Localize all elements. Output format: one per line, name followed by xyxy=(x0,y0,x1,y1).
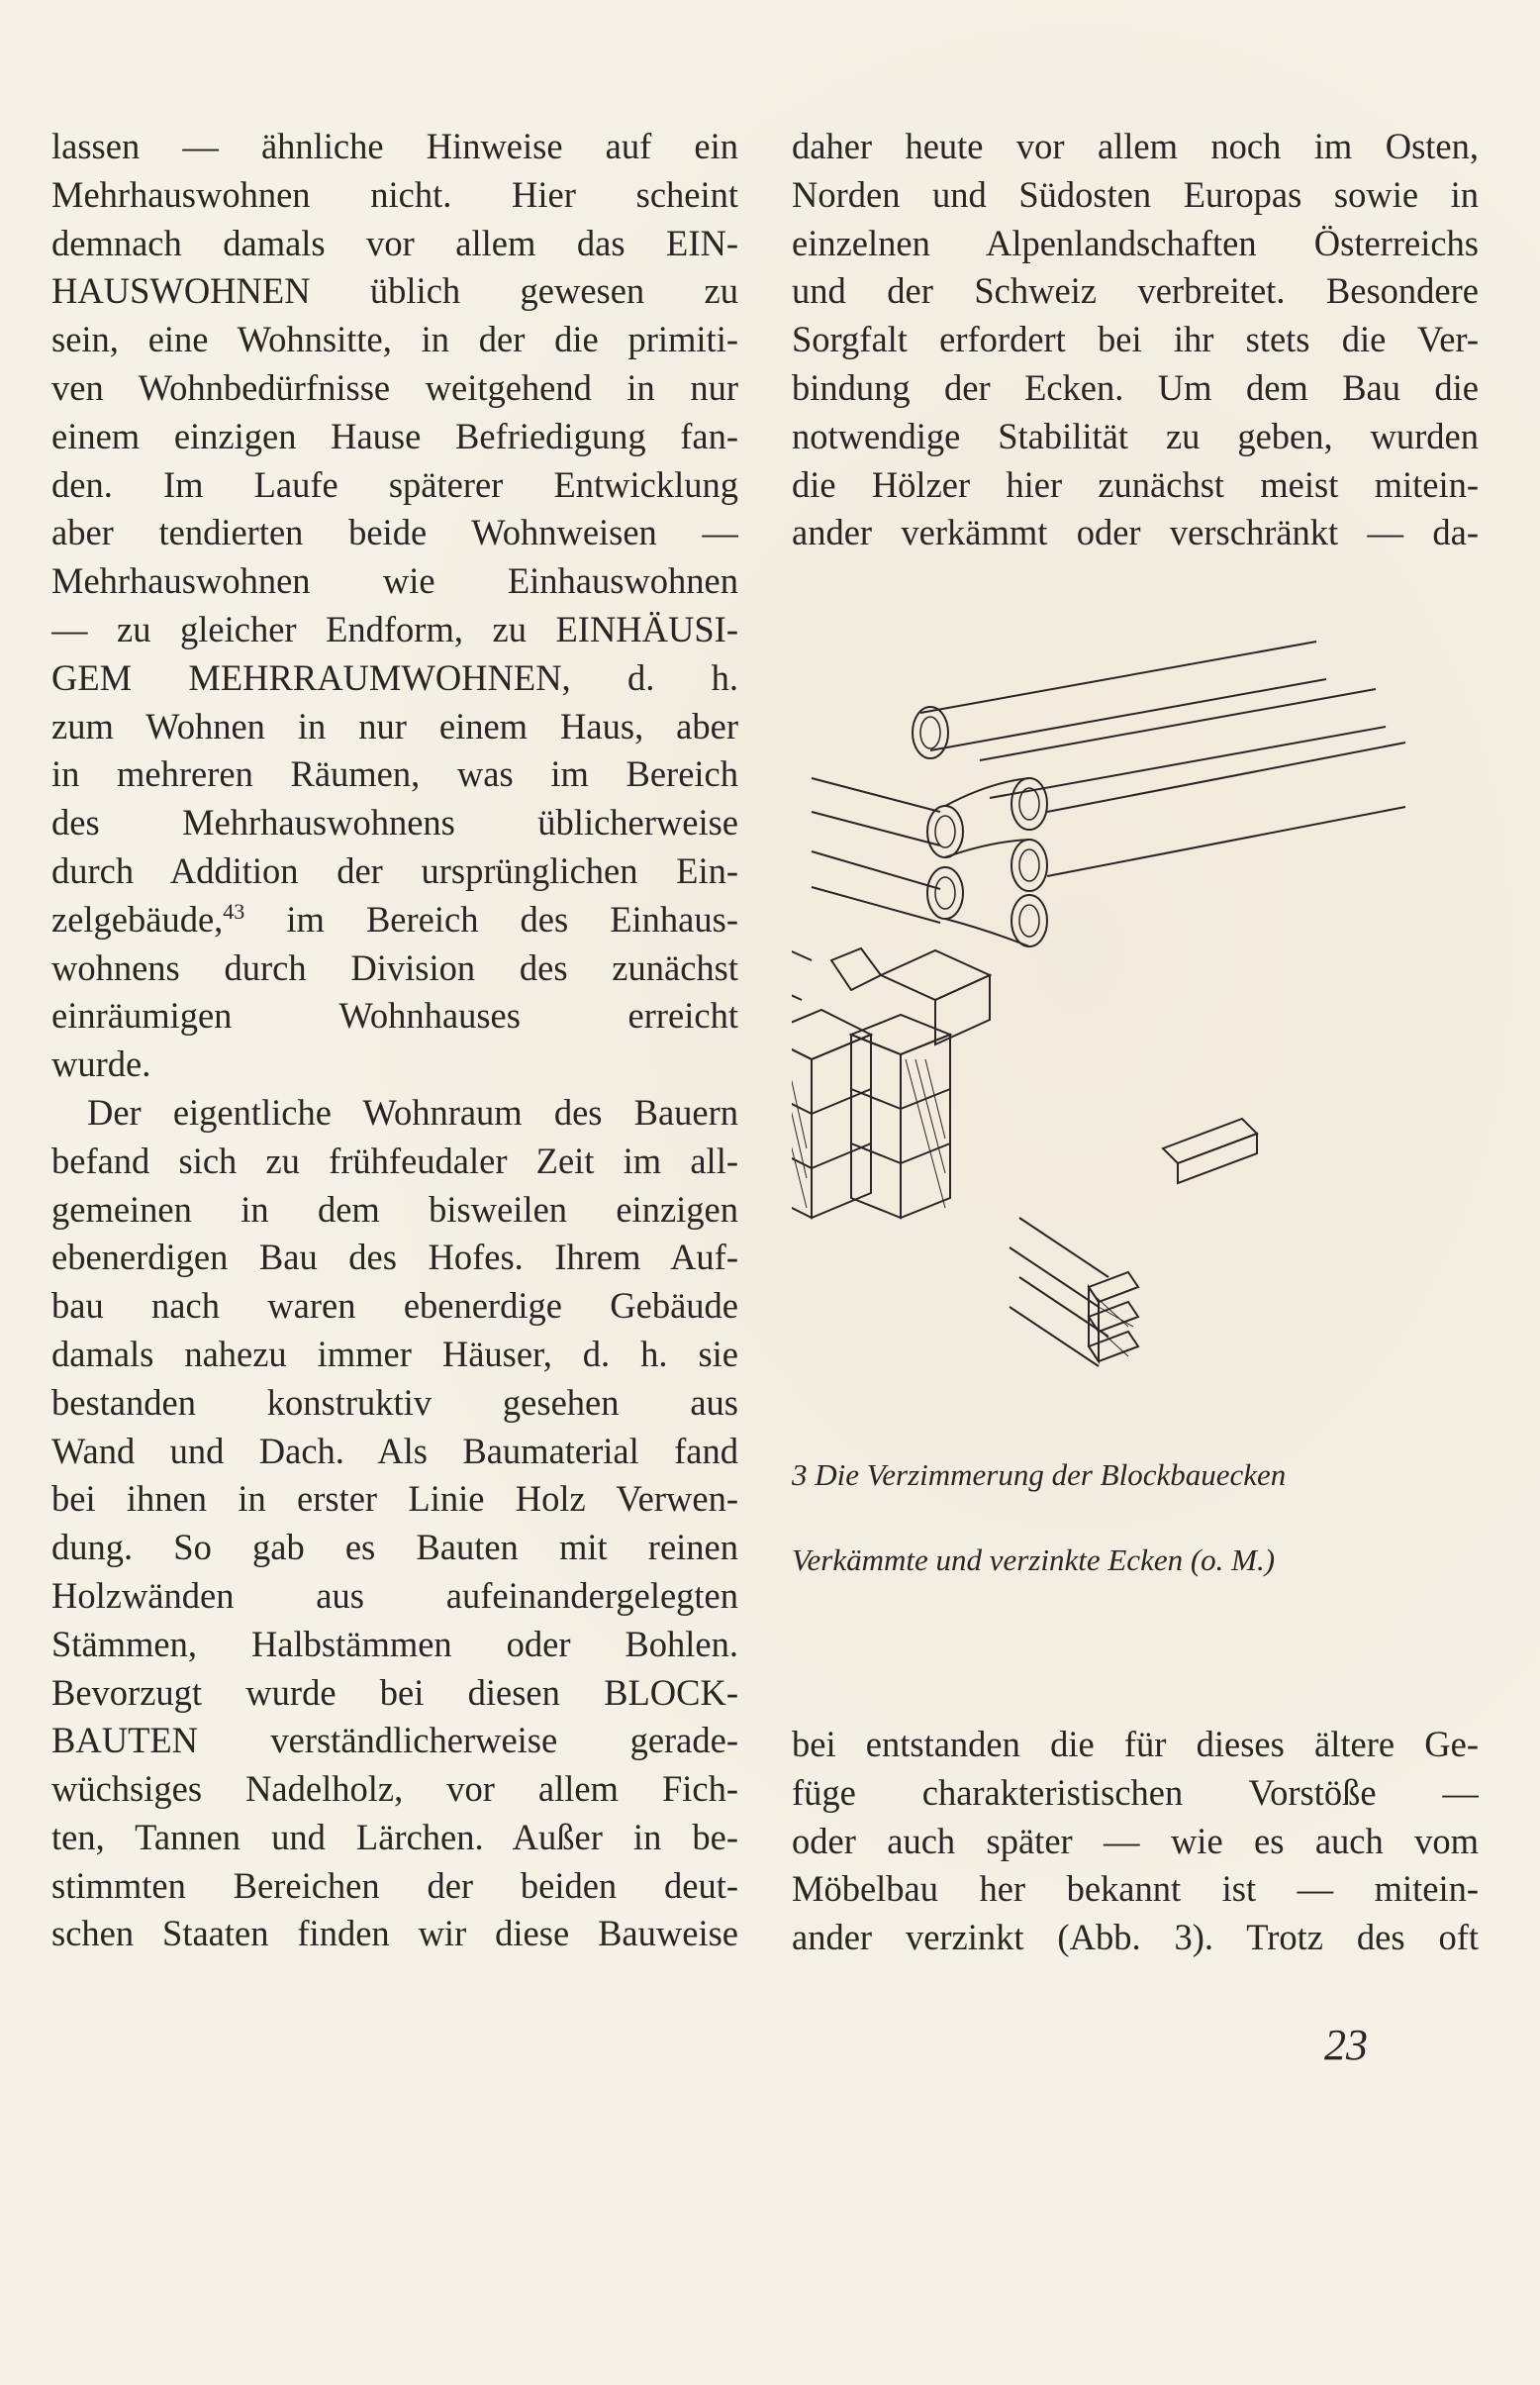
text-line: Sorgfalt erfordert bei ihr stets die Ver- xyxy=(792,319,1479,360)
text-line: bei ihnen in erster Linie Holz Verwen- xyxy=(51,1478,738,1520)
text-line: sein, eine Wohnsitte, in der die primiti- xyxy=(51,319,738,360)
dovetail-plank-joint xyxy=(1010,1119,1257,1366)
text-line: des Mehrhauswohnens üblicherweise xyxy=(51,802,738,844)
text-fragment: im Bereich des Einhaus- xyxy=(244,898,738,940)
text-line: ander verkämmt oder verschränkt — da- xyxy=(792,512,1479,553)
text-line: in mehreren Räumen, was im Bereich xyxy=(51,753,738,795)
text-line: Stämmen, Halbstämmen oder Bohlen. xyxy=(51,1623,738,1664)
text-line: dung. So gab es Bauten mit reinen xyxy=(51,1527,738,1568)
text-line: einem einzigen Hause Befriedigung fan- xyxy=(51,415,738,456)
text-line: die Hölzer hier zunächst meist mitein- xyxy=(792,463,1479,505)
text-line: ven Wohnbedürfnisse weitgehend in nur xyxy=(51,366,738,408)
page-number: 23 xyxy=(1324,2021,1368,2069)
right-column-top xyxy=(792,123,1479,557)
figure-caption-subtitle: Verkämmte und verzinkte Ecken (o. M.) xyxy=(792,1542,1276,1577)
text-line: schen Staaten finden wir diese Bauweise xyxy=(51,1913,738,1954)
text-line: und der Schweiz verbreitet. Besondere xyxy=(792,270,1479,312)
text-line: BAUTEN verständlicherweise gerade- xyxy=(51,1720,738,1761)
text-line: ebenerdigen Bau des Hofes. Ihrem Auf- xyxy=(51,1237,738,1278)
text-line: Bevorzugt wurde bei diesen BLOCK- xyxy=(51,1671,738,1713)
corner-joints-drawing xyxy=(792,634,1504,1406)
text-line: wohnens durch Division des zunächst xyxy=(51,946,738,988)
text-line: aber tendierten beide Wohnweisen — xyxy=(51,512,738,553)
text-line: oder auch später — wie es auch vom xyxy=(792,1820,1479,1861)
right-column-bottom xyxy=(792,1721,1479,1962)
text-line: — zu gleicher Endform, zu EINHÄUSI- xyxy=(51,608,738,649)
round-log-joint xyxy=(812,642,1405,946)
text-line: daher heute vor allem noch im Osten, xyxy=(792,126,1479,166)
text-line: bestanden konstruktiv gesehen aus xyxy=(51,1381,738,1423)
text-line: bei entstanden die für dieses ältere Ge- xyxy=(792,1724,1479,1764)
text-line: Möbelbau her bekannt ist — mitein- xyxy=(792,1868,1479,1910)
text-line: bindung der Ecken. Um dem Bau die xyxy=(792,366,1479,408)
text-line: Norden und Südosten Europas sowie in xyxy=(792,173,1479,215)
footnote-reference: 43 xyxy=(223,898,245,924)
text-line: HAUSWOHNEN üblich gewesen zu xyxy=(51,270,738,312)
text-line: GEM MEHRRAUMWOHNEN, d. h. xyxy=(51,656,738,698)
text-line: demnach damals vor allem das EIN- xyxy=(51,222,738,263)
text-line: befand sich zu frühfeudaler Zeit im all- xyxy=(51,1140,738,1181)
text-line: einräumigen Wohnhauses erreicht xyxy=(51,995,738,1037)
text-line: zum Wohnen in nur einem Haus, aber xyxy=(51,705,738,746)
text-line: damals nahezu immer Häuser, d. h. sie xyxy=(51,1333,738,1374)
blockbau-corner-illustration xyxy=(792,634,1504,1406)
text-line: Holzwänden aus aufeinandergelegten xyxy=(51,1574,738,1616)
text-line: Mehrhauswohnen wie Einhauswohnen xyxy=(51,560,738,602)
text-line: bau nach waren ebenerdige Gebäude xyxy=(51,1285,738,1327)
left-column xyxy=(51,123,738,1958)
text-line: einzelnen Alpenlandschaften Österreichs xyxy=(792,222,1479,263)
text-line-with-footnote xyxy=(51,896,738,944)
text-line: stimmten Bereichen der beiden deut- xyxy=(51,1864,738,1906)
text-line: wüchsiges Nadelholz, vor allem Fich- xyxy=(51,1768,738,1810)
text-line: ander verzinkt (Abb. 3). Trotz des oft xyxy=(792,1917,1479,1958)
text-line: Wand und Dach. Als Baumaterial fand xyxy=(51,1430,738,1471)
text-line: lassen — ähnliche Hinweise auf ein xyxy=(51,126,738,166)
text-fragment: zelgebäude, xyxy=(51,898,224,940)
square-timber-joint xyxy=(792,876,990,1218)
text-line: notwendige Stabilität zu geben, wurden xyxy=(792,415,1479,456)
text-line: gemeinen in dem bisweilen einzigen xyxy=(51,1188,738,1230)
text-line: durch Addition der ursprünglichen Ein- xyxy=(51,849,738,891)
text-line: füge charakteristischen Vorstöße — xyxy=(792,1771,1479,1813)
figure-caption-title: 3 Die Verzimmerung der Blockbauecken xyxy=(792,1457,1287,1492)
text-line: Mehrhauswohnen nicht. Hier scheint xyxy=(51,173,738,215)
text-line: ten, Tannen und Lärchen. Außer in be- xyxy=(51,1816,738,1857)
text-line: Der eigentliche Wohnraum des Bauern xyxy=(87,1091,738,1133)
text-line: wurde. xyxy=(51,1043,151,1085)
text-line: den. Im Laufe späterer Entwicklung xyxy=(51,463,738,505)
